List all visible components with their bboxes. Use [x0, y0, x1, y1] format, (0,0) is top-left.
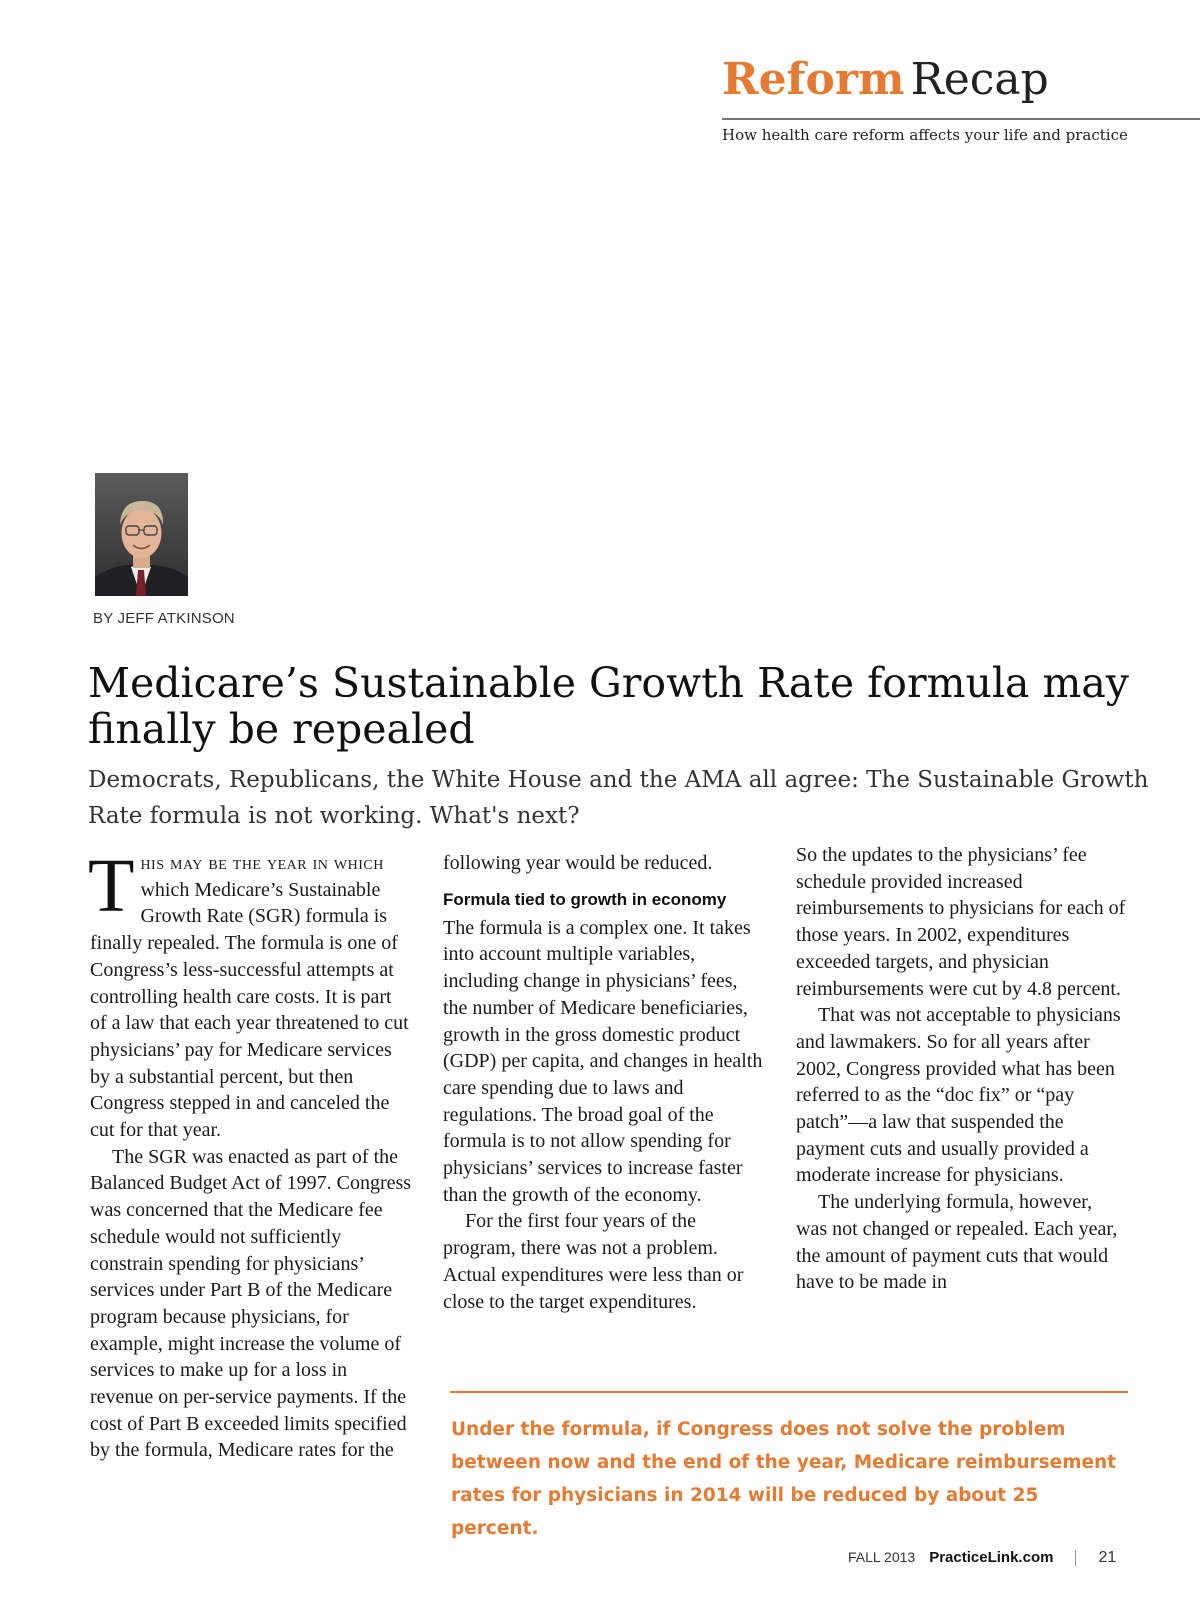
author-byline: BY JEFF ATKINSON: [93, 610, 235, 627]
section-subhead: Formula tied to growth in economy: [443, 889, 727, 909]
body-column-1: [88, 844, 412, 1464]
author-photo: [95, 473, 188, 596]
section-tagline: How health care reform affects your life and practice: [722, 126, 1128, 144]
pullquote-rule: [450, 1391, 1128, 1393]
article-headline: Medicare’s Sustainable Growth Rate formula may finally be repealed: [88, 659, 1129, 753]
pullquote: Under the formula, if Congress does not solve the problem between now and the end of the year, Medicare reimbursement rates for physicians in 2014 will be reduced by about 25 percent.: [451, 1419, 1117, 1539]
paragraph-text: which Medicare’s Sustainable Growth Rate (SGR) formula is finally repealed. The formula is one of Congress’s less-successful attempts at controlling health care costs. It is part of a law that each year threatened to cut physicians’ pay for Medicare services by a substantial percent, but then Congress stepped in and canceled the cut for that year.: [90, 878, 409, 1142]
paragraph: [88, 844, 412, 1144]
site-link[interactable]: PracticeLink.com: [929, 1549, 1054, 1566]
author-portrait-image: [95, 473, 188, 596]
drop-cap: T: [88, 844, 135, 928]
paragraph: For the first four years of the program, there was not a problem. Actual expenditures were less than or close to the target expenditures.: [443, 1210, 744, 1313]
article-deck: Democrats, Republicans, the White House and the AMA all agree: The Sustainable Growth Rate formula is not working. What's next?: [88, 767, 1149, 829]
page-number: 21: [1098, 1549, 1117, 1566]
page-footer: [848, 1549, 1116, 1567]
paragraph: So the updates to the physicians’ fee schedule provided increased reimbursements to physicians for each of those years. In 2002, expenditures exceeded targets, and physician reimbursements were cut by 4.8 percent.: [796, 844, 1126, 1000]
section-title-bold: Reform: [722, 54, 905, 105]
issue-label: FALL 2013: [848, 1549, 916, 1565]
paragraph: following year would be reduced.: [443, 852, 713, 874]
lead-in-smallcaps: his may be the year in which: [140, 852, 384, 874]
footer-divider: [1075, 1550, 1076, 1566]
section-title: [722, 54, 1049, 105]
paragraph: The formula is a complex one. It takes into account multiple variables, including change in physicians’ fees, the number of Medicare beneficiaries, growth in the gross domestic product (GDP) per capita, and changes in health care spending due to laws and regulations. The broad goal of the formula is to not allow spending for physicians’ services to increase faster than the growth of the economy.: [443, 916, 763, 1206]
body-column-2: [443, 850, 763, 1315]
section-title-light: Recap: [910, 54, 1049, 105]
paragraph: That was not acceptable to physicians and lawmakers. So for all years after 2002, Congress provided what has been referred to as the “doc fix” or “pay patch”—a law that suspended the payment cuts and usually provided a moderate increase for physicians.: [796, 1004, 1121, 1187]
paragraph: The underlying formula, however, was not changed or repealed. Each year, the amount of payment cuts that would have to be made in: [796, 1191, 1118, 1294]
paragraph: The SGR was enacted as part of the Balanced Budget Act of 1997. Congress was concerned that the Medicare fee schedule would not sufficiently constrain spending for physicians’ services under Part B of the Medicare program because physicians, for example, might increase the volume of services to make up for a loss in revenue on per-service payments. If the cost of Part B exceeded limits specified by the formula, Medicare rates for the: [90, 1145, 412, 1462]
body-column-3: [796, 842, 1126, 1296]
header-rule: [722, 118, 1200, 120]
